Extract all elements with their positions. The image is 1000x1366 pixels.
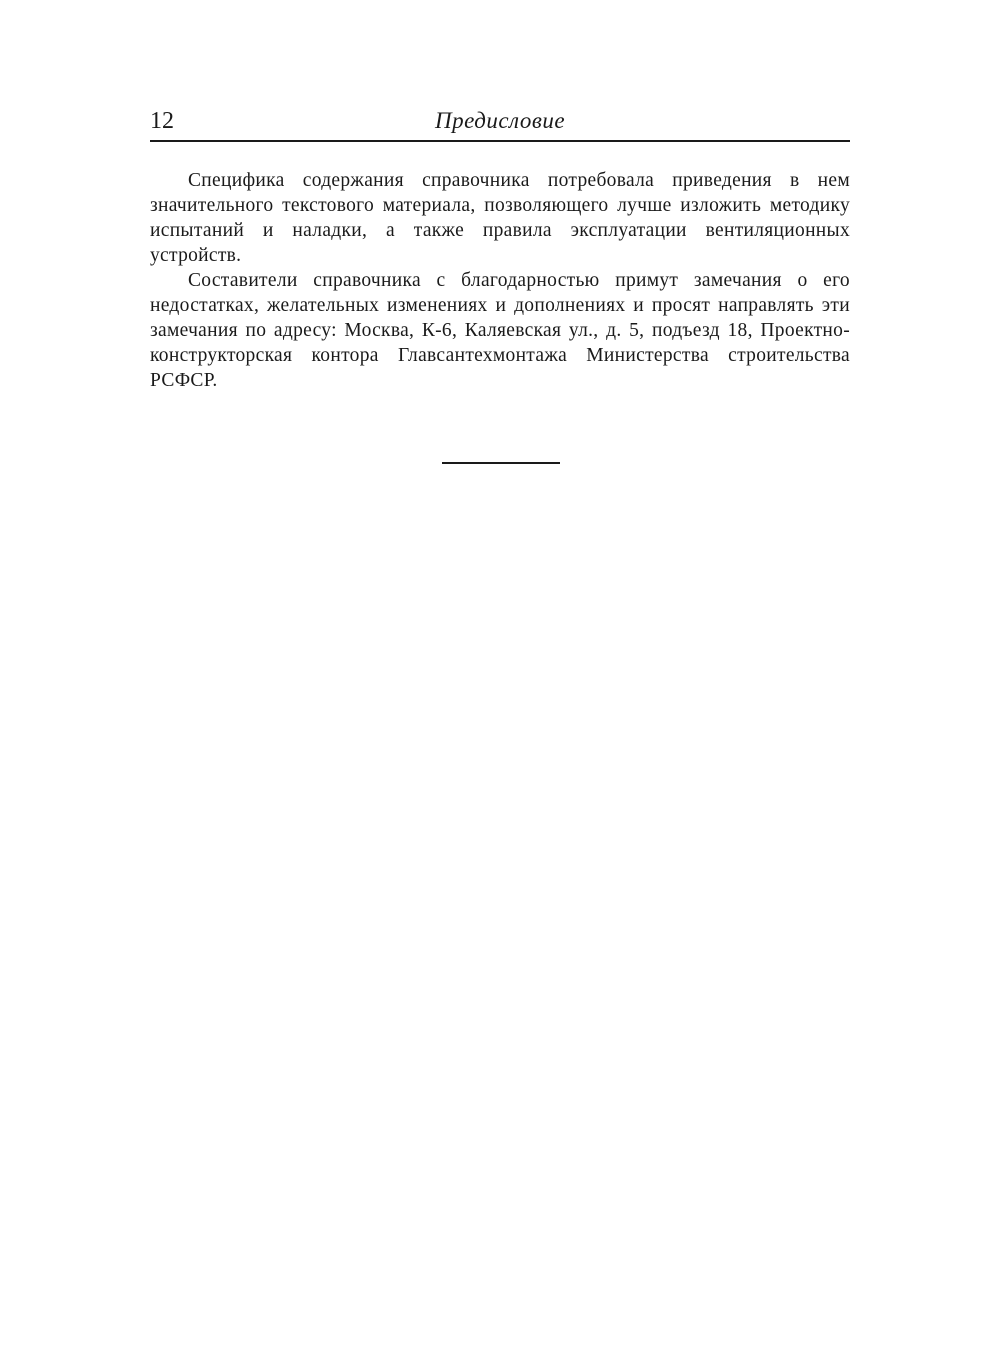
page-number: 12 bbox=[150, 108, 174, 134]
body-text bbox=[150, 168, 850, 393]
header-rule bbox=[150, 140, 850, 142]
section-title: Предисловие bbox=[434, 108, 566, 133]
section-end-rule bbox=[442, 462, 560, 464]
paragraph: Составители справочника с благодарностью примут замечания о его недостатках, желательных изменениях и дополнениях и просят направлять эти замечания по адресу: Москва, К-6, Каляевская ул., д. 5, подъезд 18, Проектно-конструкторская контора Главсантехмонтажа Министерства строительства РСФСР. bbox=[150, 270, 850, 391]
paragraph: Специфика содержания справочника потребовала приведения в нем значительного текстового материала, позволяющего лучше изложить методику испытаний и наладки, а также правила эксплуатации вентиляционных устройств. bbox=[150, 170, 850, 266]
running-head bbox=[150, 106, 850, 140]
